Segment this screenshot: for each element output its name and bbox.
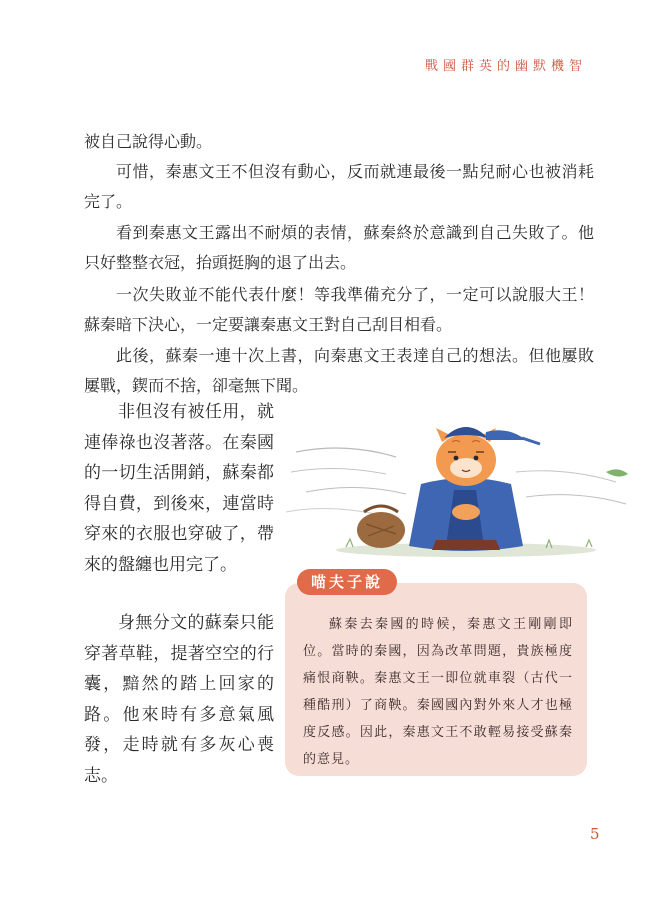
running-header: 戰國群英的幽默機智 xyxy=(424,59,587,74)
sidebar-note-box xyxy=(285,573,587,776)
cat-scholar-with-bundle-illustration xyxy=(286,412,636,562)
paragraph-4: 一次失敗並不能代表什麼！等我準備充分了，一定可以說服大王！蘇秦暗下決心，一定要讓秦惠文王對自己刮目相看。 xyxy=(84,285,594,334)
paragraph-5: 此後，蘇秦一連十次上書，向秦惠文王表達自己的想法。但他屢敗屢戰，鍥而不捨，卻毫無下聞。 xyxy=(84,346,594,395)
sidebar-body-text: 蘇秦去秦國的時候，秦惠文王剛剛即位。當時的秦國，因為改革問題，貴族極度痛恨商鞅。秦惠文王一即位就車裂（古代一種酷刑）了商鞅。秦國國內對外來人才也極度反感。因此，秦惠文王不敢輕易接受蘇秦的意見。 xyxy=(303,617,573,767)
paragraph-1: 被自己說得心動。 xyxy=(84,132,213,151)
paragraph-2: 可惜，秦惠文王不但沒有動心，反而就連最後一點兒耐心也被消耗完了。 xyxy=(84,162,594,211)
sidebar-tab-label: 喵夫子說 xyxy=(297,569,397,595)
page-number: 5 xyxy=(590,825,600,843)
paragraph-3: 看到秦惠文王露出不耐煩的表情，蘇秦終於意識到自己失敗了。他只好整整衣冠，抬頭挺胸的退了出去。 xyxy=(84,223,594,272)
narrow-paragraph-1: 非但沒有被任用，就連俸祿也沒著落。在秦國的一切生活開銷，蘇秦都得自費，到後來，連當時穿來的衣服也穿破了，帶來的盤纏也用完了。 xyxy=(84,402,274,575)
narrow-paragraph-2: 身無分文的蘇秦只能穿著草鞋，提著空空的行囊，黯然的踏上回家的路。他來時有多意氣風發，走時就有多灰心喪志。 xyxy=(84,613,274,786)
